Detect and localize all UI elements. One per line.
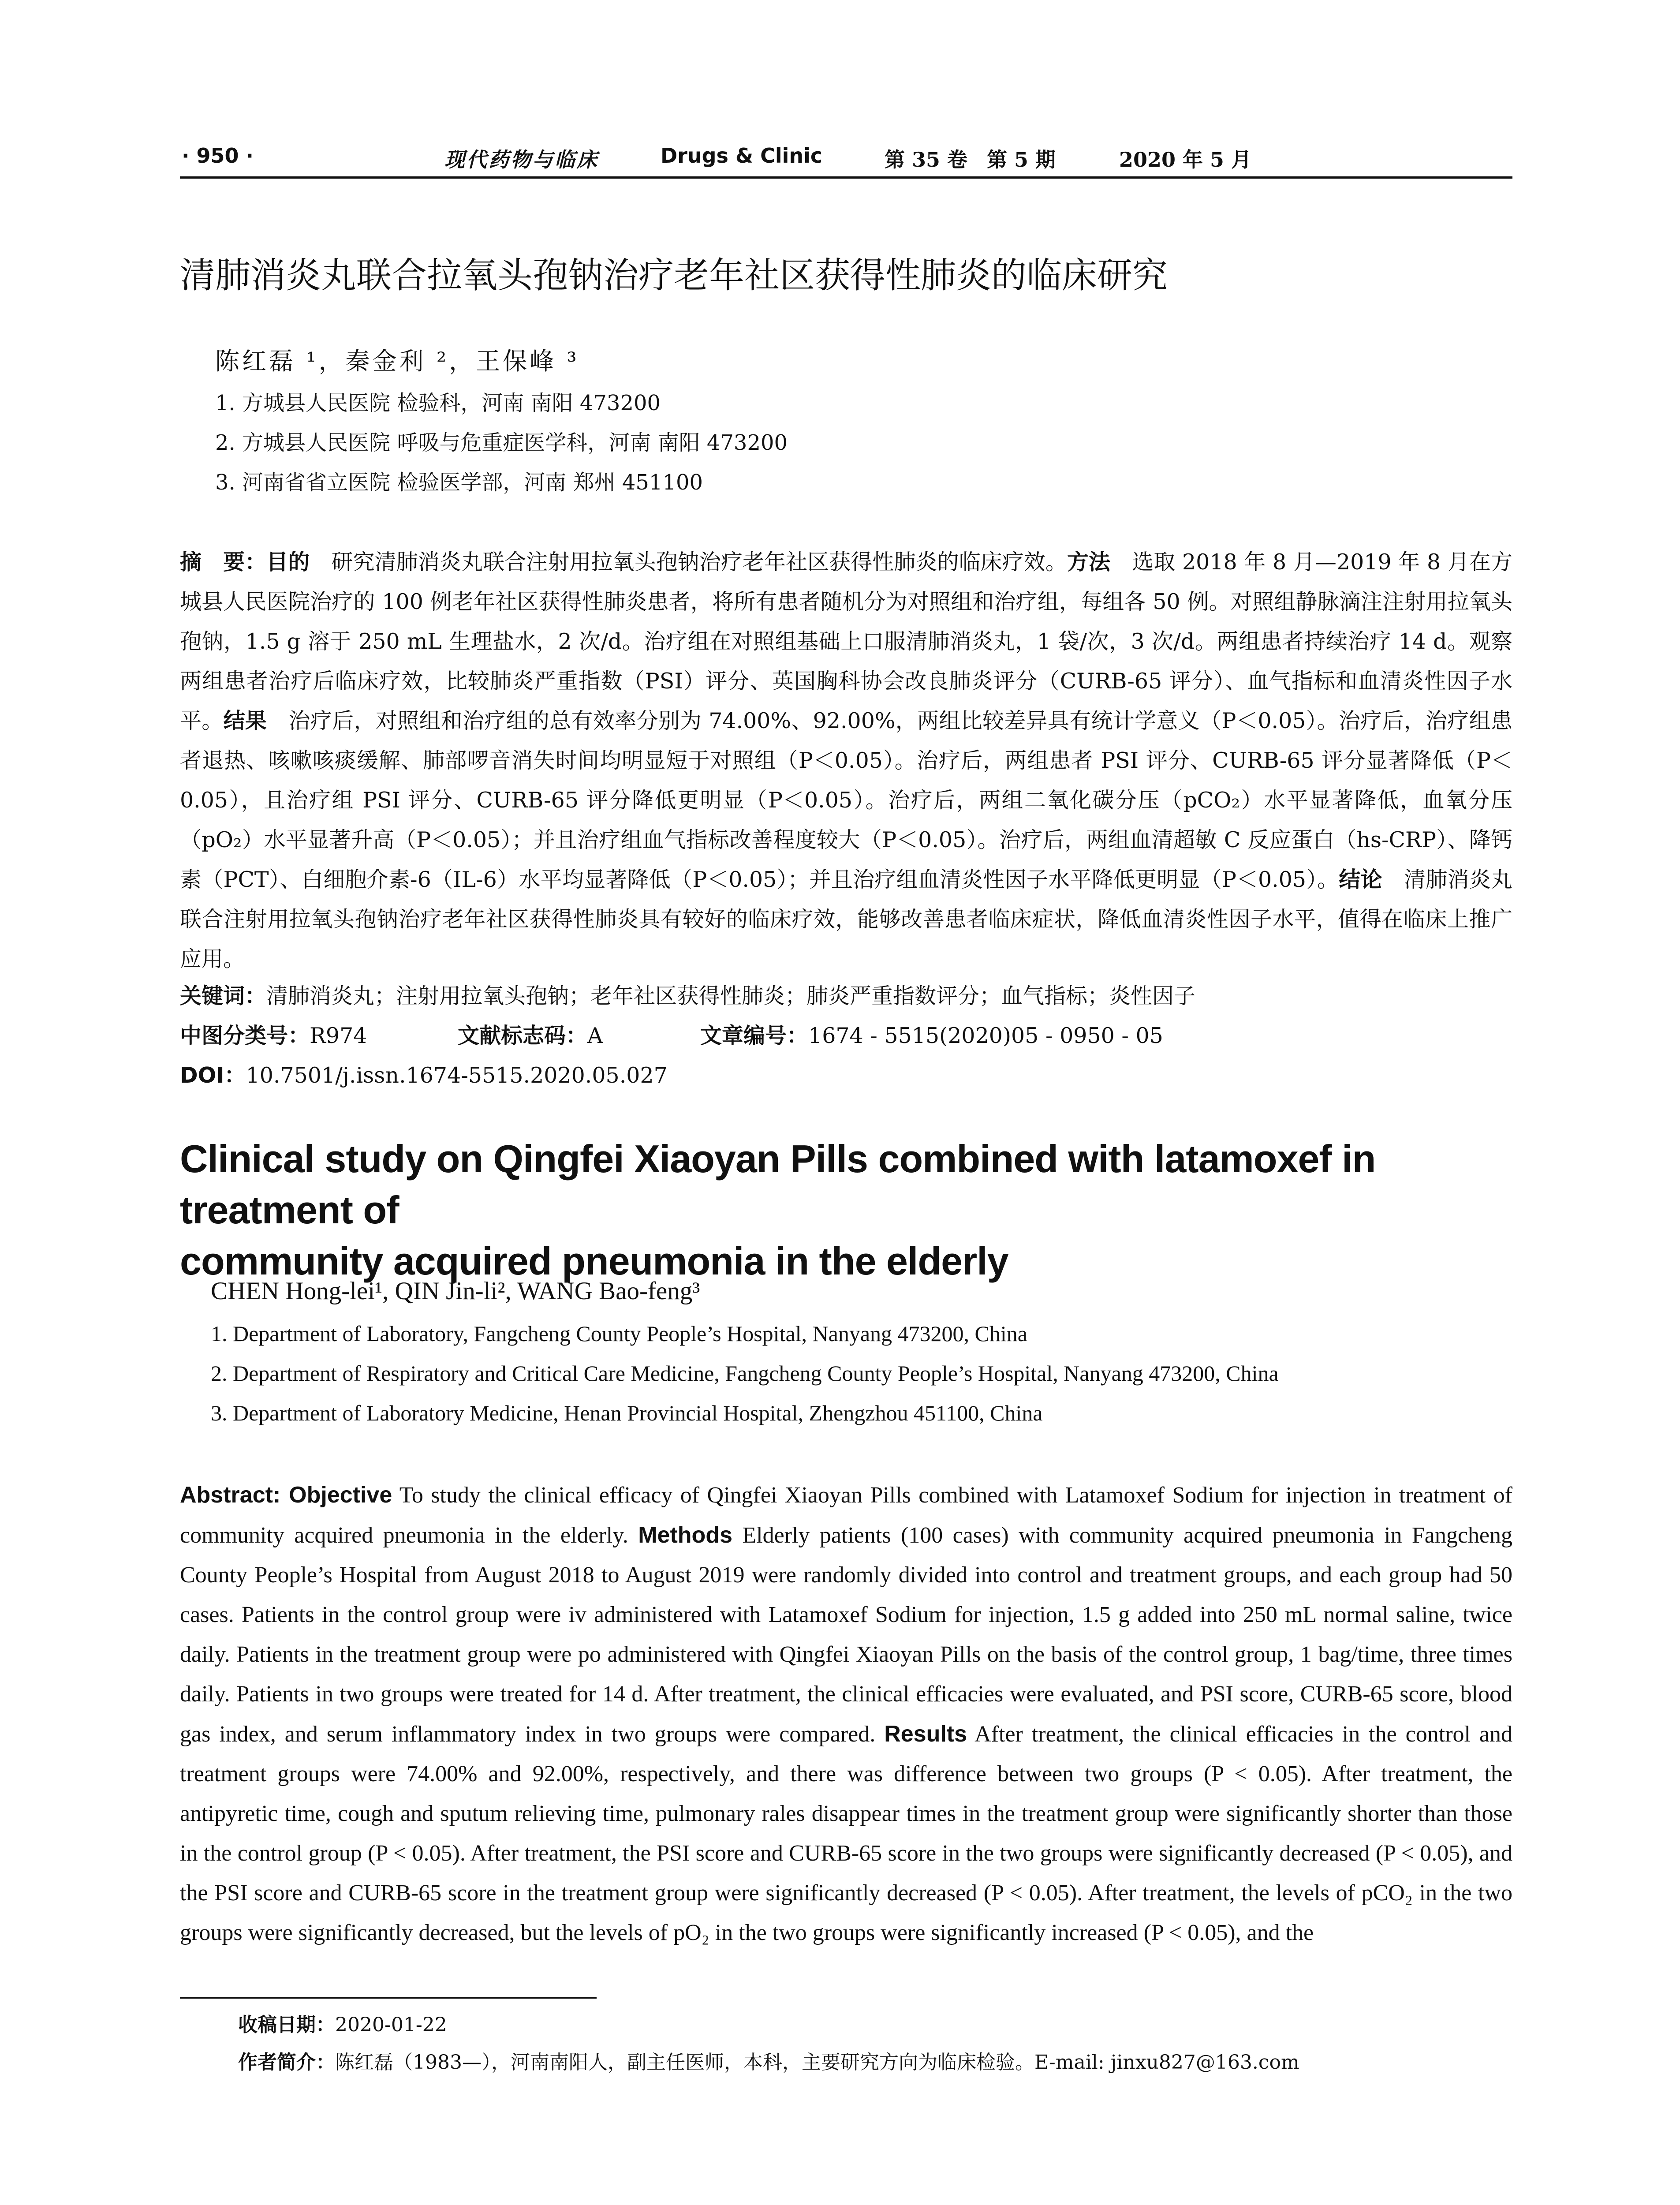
article-no-value: 1674 - 5515(2020)05 - 0950 - 05 [808,1023,1163,1048]
author-bio [238,2046,1299,2074]
methods-text-cn: 选取 2018 年 8 月—2019 年 8 月在方城县人民医院治疗的 100 例老年社区获得性肺炎患者，将所有患者随机分为对照组和治疗组，每组各 50 例。对照组静脉滴注注射用拉氧头孢钠，1.5 g 溶于 250 mL 生理盐水，2 次/d。治疗组在对照组基础上口服清肺消炎丸，1 袋/次，3 次/d。两组患者持续治疗 14 d。观察两组患者治疗后临床疗效，比较肺炎严重指数（PSI）评分、英国胸科协会改良肺炎评分（CURB-65 评分）、血气指标和血清炎性因子水平。 [180,549,1512,733]
classification-line [180,1019,1163,1050]
methods-text-en: Elderly patients (100 cases) with community acquired pneumonia in Fangcheng County People’s Hospital from August 2018 to August 2019 were randomly divided into control and treatment groups, and each group had 50 cases. Patients in the control group were iv administered with Latamoxef Sodium for injection, 1.5 g added into 250 mL normal saline, twice daily. Patients in the treatment group were po administered with Qingfei Xiaoyan Pills on the basis of the control group, 1 bag/time, three times daily. Patients in two groups were treated for 14 d. After treatment, the clinical efficacies were evaluated, and PSI score, CURB-65 score, blood gas index, and serum inflammatory index in two groups were compared. [180,1523,1512,1747]
article-title-en [180,1133,1512,1287]
journal-name-en: Drugs & Clinic [661,144,823,168]
volume: 第 35 卷 [885,148,968,172]
author-bio-label: 作者简介： [238,2051,335,2074]
affiliation-cn-1: 1. 方城县人民医院 检验科，河南 南阳 473200 [215,391,661,415]
abstract-label-cn: 摘 要： [180,549,267,575]
affiliation-en-2: 2. Department of Respiratory and Critical Care Medicine, Fangcheng County People’s Hospital, Nanyang 473200, China [211,1361,1279,1386]
received-value: 2020-01-22 [335,2014,447,2036]
authors-en: CHEN Hong-lei¹, QIN Jin-li², WANG Bao-feng³ [211,1277,700,1305]
article-title-en-line1: Clinical study on Qingfei Xiaoyan Pills combined with latamoxef in treatment of [180,1137,1376,1232]
running-header [180,140,1512,175]
abstract-label-en: Abstract: [180,1482,289,1508]
keywords-text-cn: 清肺消炎丸；注射用拉氧头孢钠；老年社区获得性肺炎；肺炎严重指数评分；血气指标；炎性因子 [266,983,1196,1009]
journal-name-cn: 现代药物与临床 [444,148,599,172]
results-text-cn: 治疗后，对照组和治疗组的总有效率分别为 74.00%、92.00%，两组比较差异具有统计学意义（P＜0.05）。治疗后，治疗组患者退热、咳嗽咳痰缓解、肺部啰音消失时间均明显短于对照组（P＜0.05）。治疗后，两组患者 PSI 评分、CURB-65 评分显著降低（P＜0.05），且治疗组 PSI 评分、CURB-65 评分降低更明显（P＜0.05）。治疗后，两组二氧化碳分压（pCO₂）水平显著降低，血氧分压（pO₂）水平显著升高（P＜0.05）；并且治疗组血气指标改善程度较大（P＜0.05）。治疗后，两组血清超敏 C 反应蛋白（hs-CRP）、降钙素（PCT）、白细胞介素-6（IL-6）水平均显著降低（P＜0.05）；并且治疗组血清炎性因子水平降低更明显（P＜0.05）。 [180,708,1512,892]
keywords-cn [180,979,1195,1010]
keywords-label-cn: 关键词： [180,983,267,1009]
received-date [238,2009,447,2037]
article-title-en-line2: community acquired pneumonia in the elderly [180,1239,1008,1283]
objective-label-en: Objective [289,1482,392,1508]
conclusion-text-cn: 清肺消炎丸联合注射用拉氧头孢钠治疗老年社区获得性肺炎具有较好的临床疗效，能够改善患者临床症状，降低血清炎性因子水平，值得在临床上推广应用。 [180,867,1512,972]
methods-label-cn: 方法 [1067,549,1111,575]
issue-date: 2020 年 5 月 [1119,148,1252,172]
doi-label: DOI： [180,1063,246,1088]
clc-label: 中图分类号： [180,1023,310,1048]
objective-label-cn: 目的 [266,549,310,575]
affiliation-en-1: 1. Department of Laboratory, Fangcheng County People’s Hospital, Nanyang 473200, China [211,1321,1027,1346]
footnote-rule [180,1997,597,1999]
doc-code-value: A [587,1023,603,1048]
page-number: · 950 · [182,144,254,168]
conclusion-label-cn: 结论 [1339,867,1382,892]
doi-line [180,1058,668,1089]
author-bio-text: 陈红磊（1983—），河南南阳人，副主任医师，本科，主要研究方向为临床检验。E-mail: jinxu827@163.com [335,2051,1299,2074]
doi-value: 10.7501/j.issn.1674-5515.2020.05.027 [246,1063,668,1088]
header-rule [180,176,1512,179]
clc-value: R974 [310,1023,367,1048]
results-text-en: After treatment, the clinical efficacies in the control and treatment groups were 74.00% and 92.00%, respectively, and there was difference between two groups (P < 0.05). After treatment, the antipyretic time, cough and sputum relieving time, pulmonary rales disappear times in the treatment group were significantly shorter than those in the control group (P < 0.05). After treatment, the PSI score and CURB-65 score in the two groups were significantly decreased (P < 0.05), and the PSI score and CURB-65 score in the treatment group were significantly decreased (P < 0.05). After treatment, the levels of pCO₂ in the two groups were significantly decreased, but the levels of pO₂ in the two groups were significantly increased (P < 0.05), and the [180,1722,1513,1945]
doc-code-label: 文献标志码： [458,1023,588,1048]
results-label-cn: 结果 [223,708,267,733]
issue: 第 5 期 [987,148,1056,172]
received-label: 收稿日期： [238,2014,335,2036]
methods-label-en: Methods [638,1522,732,1548]
affiliation-cn-2: 2. 方城县人民医院 呼吸与危重症医学科，河南 南阳 473200 [215,430,788,455]
authors-cn: 陈红磊 ¹，秦金利 ²，王保峰 ³ [215,347,579,375]
abstract-cn [180,542,1512,979]
article-title-cn: 清肺消炎丸联合拉氧头孢钠治疗老年社区获得性肺炎的临床研究 [180,255,1168,296]
objective-text-en: To study the clinical efficacy of Qingfei Xiaoyan Pills combined with Latamoxef Sodium for injection in treatment of community acquired pneumonia in the elderly. [180,1483,1513,1548]
article-no-label: 文章编号： [700,1023,809,1048]
abstract-en [180,1475,1512,1953]
affiliation-cn-3: 3. 河南省省立医院 检验医学部，河南 郑州 451100 [215,470,703,495]
results-label-en: Results [884,1721,967,1747]
affiliation-en-3: 3. Department of Laboratory Medicine, Henan Provincial Hospital, Zhengzhou 451100, China [211,1401,1043,1425]
objective-text-cn: 研究清肺消炎丸联合注射用拉氧头孢钠治疗老年社区获得性肺炎的临床疗效。 [310,549,1067,575]
